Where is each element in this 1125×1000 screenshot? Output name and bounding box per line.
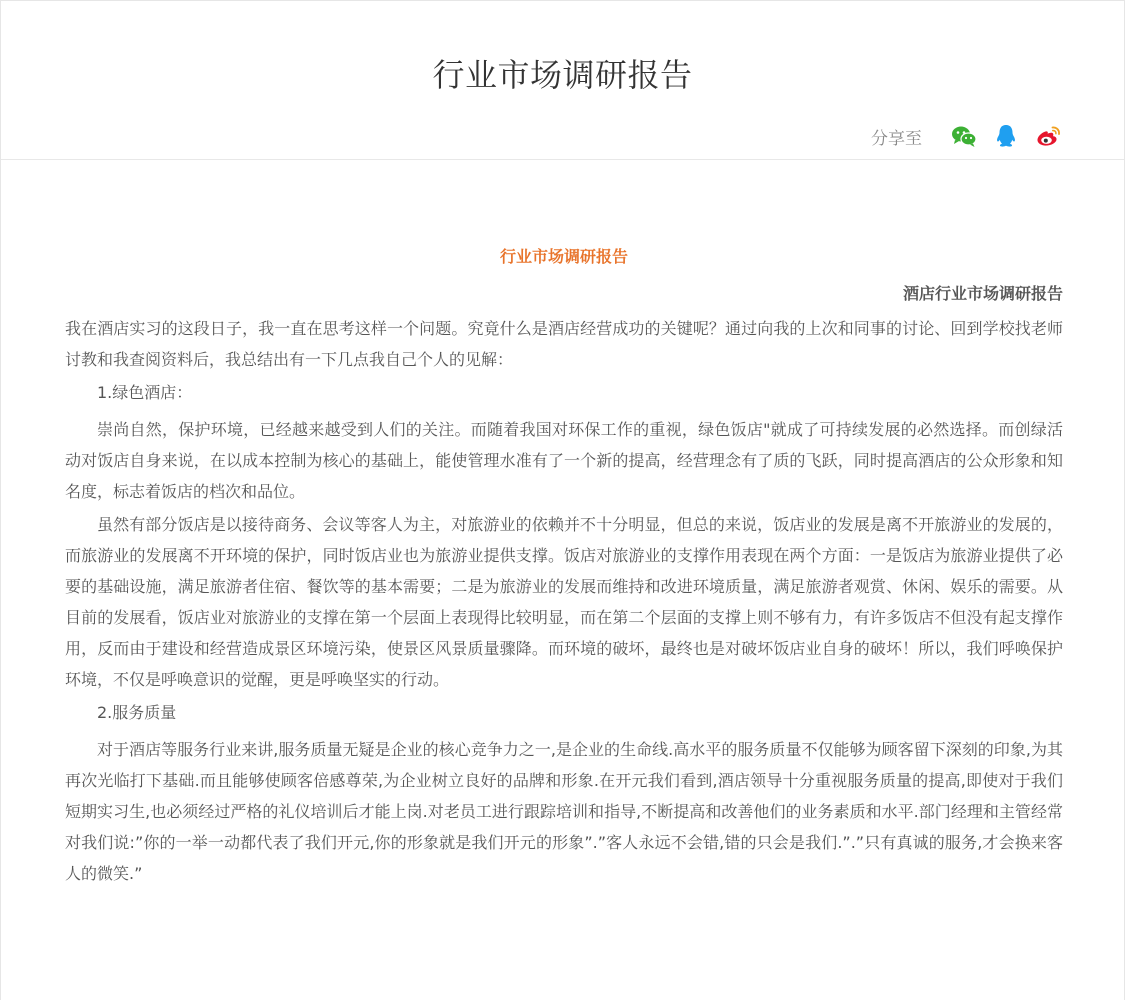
wechat-icon[interactable] — [950, 122, 978, 150]
share-bar — [871, 119, 1062, 153]
intro-paragraph: 我在酒店实习的这段日子，我一直在思考这样一个问题。究竟什么是酒店经营成功的关键呢？通过向我的上次和同事的讨论、回到学校找老师讨教和我查阅资料后，我总结出有一下几点我自己个人的见解： — [65, 319, 1063, 369]
article-body — [65, 241, 1063, 891]
section-heading-green-hotel: 1.绿色酒店： — [97, 383, 193, 402]
share-label: 分享至 — [871, 128, 922, 149]
service-quality-paragraph-1: 对于酒店等服务行业来讲,服务质量无疑是企业的核心竞争力之一,是企业的生命线.高水平的服务质量不仅能够为顾客留下深刻的印象,为其再次光临打下基础.而且能够使顾客倍感尊荣,为企业树立良好的品牌和形象.在开元我们看到,酒店领导十分重视服务质量的提高,即使对于我们短期实习生,也必须经过严格的礼仪培训后才能上岗.对老员工进行跟踪培训和指导,不断提高和改善他们的业务素质和水平.部门经理和主管经常对我们说:”你的一举一动都代表了我们开元,你的形象就是我们开元的形象”.”客人永远不会错,错的只会是我们.”.”只有真诚的服务,才会换来客人的微笑.” — [65, 740, 1063, 883]
document-title: 行业市场调研报告 — [499, 247, 628, 266]
green-hotel-paragraph-2: 虽然有部分饭店是以接待商务、会议等客人为主，对旅游业的依赖并不十分明显，但总的来说，饭店业的发展是离不开旅游业的发展的，而旅游业的发展离不开环境的保护，同时饭店业也为旅游业提供支撑。饭店对旅游业的支撑作用表现在两个方面：一是饭店为旅游业提供了必要的基础设施，满足旅游者住宿、餐饮等的基本需要；二是为旅游业的发展而维持和改进环境质量，满足旅游者观赏、休闲、娱乐的需要。从目前的发展看，饭店业对旅游业的支撑在第一个层面上表现得比较明显，而在第二个层面的支撑上则不够有力，有许多饭店不但没有起支撑作用，反而由于建设和经营造成景区环境污染，使景区风景质量骤降。而环境的破坏，最终也是对破坏饭店业自身的破坏！所以，我们呼唤保护环境，不仅是呼唤意识的觉醒，更是呼唤坚实的行动。 — [65, 515, 1063, 689]
weibo-icon[interactable] — [1034, 122, 1062, 150]
green-hotel-paragraph-1: 崇尚自然，保护环境，已经越来越受到人们的关注。而随着我国对环保工作的重视，绿色饭店"就成了可持续发展的必然选择。而创绿活动对饭店自身来说，在以成本控制为核心的基础上，能使管理水准有了一个新的提高，经营理念有了质的飞跃，同时提高酒店的公众形象和知名度，标志着饭店的档次和品位。 — [65, 420, 1063, 501]
section-heading-service-quality: 2.服务质量 — [97, 703, 177, 722]
page-title: 行业市场调研报告 — [432, 56, 693, 94]
document-subtitle: 酒店行业市场调研报告 — [902, 284, 1063, 303]
qq-icon[interactable] — [992, 122, 1020, 150]
page-header — [1, 1, 1124, 160]
